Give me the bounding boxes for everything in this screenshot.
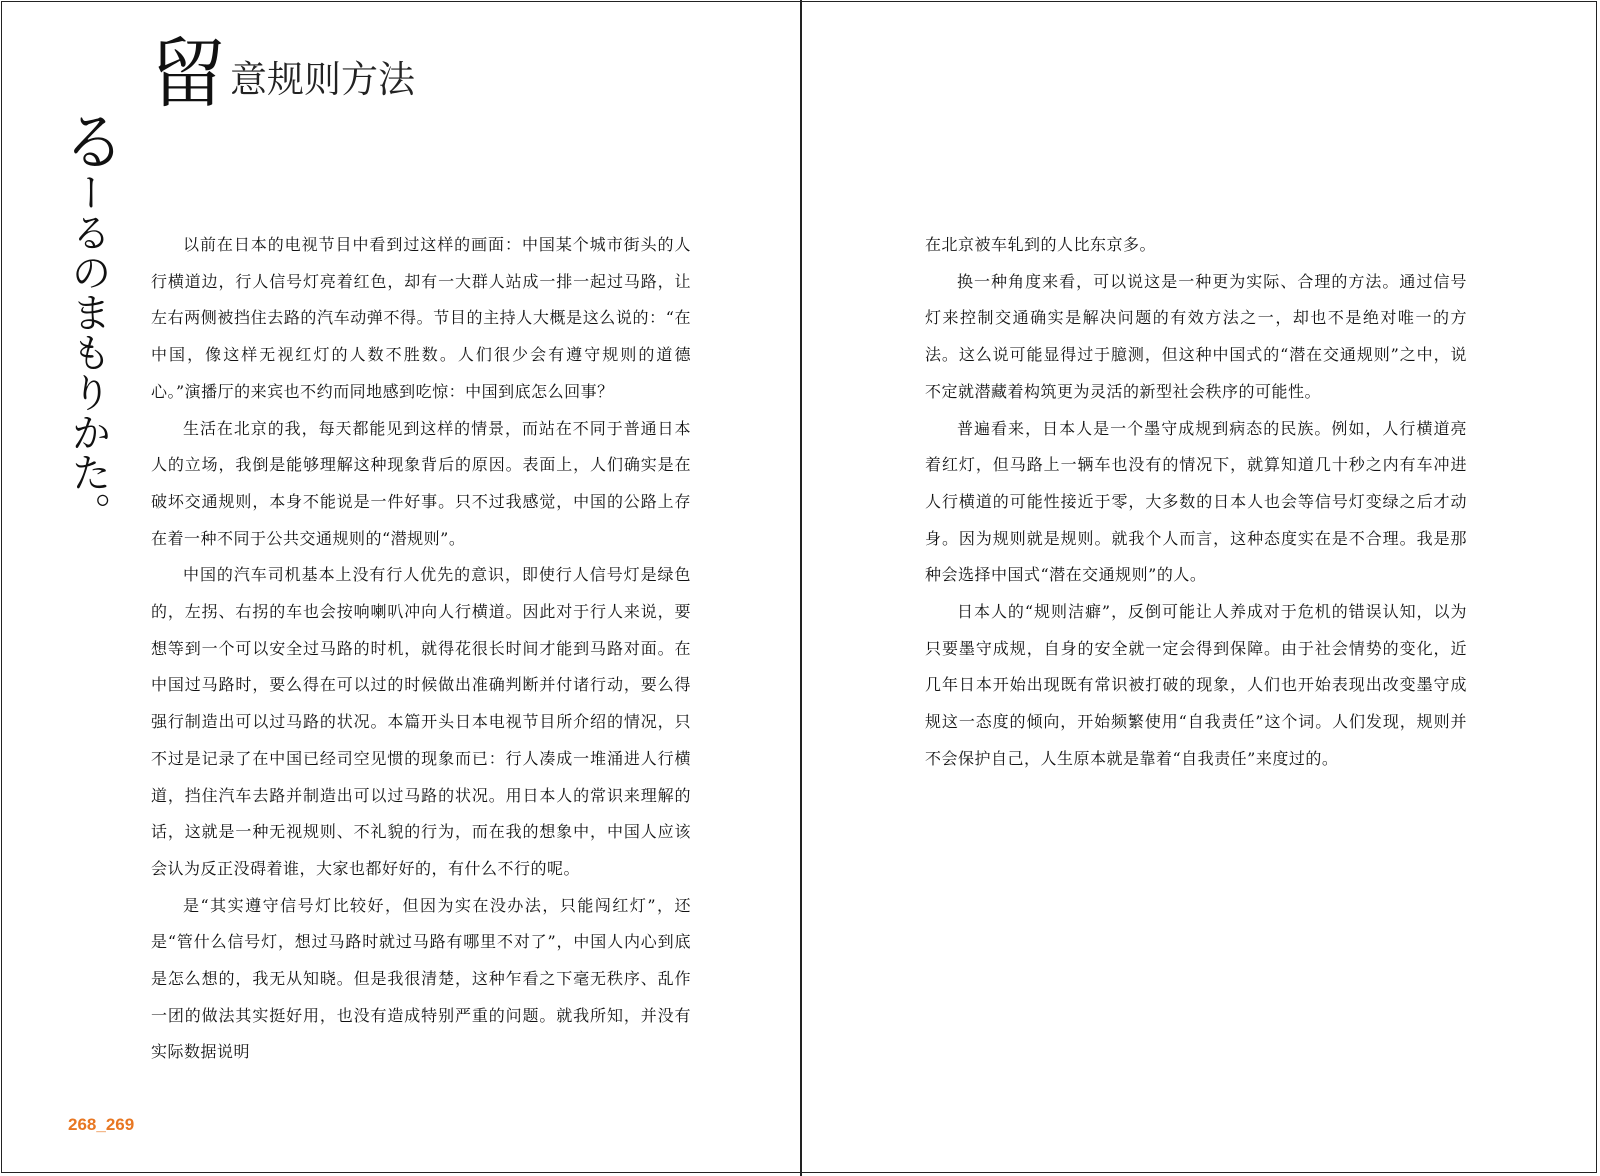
body-paragraph: 是“其实遵守信号灯比较好，但因为实在没办法，只能闯红灯”，还是“管什么信号灯，想过马路时就过马路有哪里不对了”，中国人内心到底是怎么想的，我无从知晓。但是我很清楚，这种乍看之下毫无秩序、乱作一团的做法其实挺好用，也没有造成特别严重的问题。就我所知，并没有实际数据说明 <box>151 895 691 1062</box>
vertical-japanese-title <box>51 108 125 532</box>
body-paragraph: 生活在北京的我，每天都能见到这样的情景，而站在不同于普通日本人的立场，我倒是能够理解这种现象背后的原因。表面上，人们确实是在破坏交通规则，本身不能说是一件好事。只不过我感觉，中国的公路上存在着一种不同于公共交通规则的“潜规则”。 <box>151 418 691 548</box>
spine-divider <box>800 0 802 1176</box>
title-initial: 留 <box>150 29 226 118</box>
vertical-title-text: ーるのまもりかた。 <box>65 172 111 532</box>
page-numbers: 268_269 <box>68 1115 135 1134</box>
title-text: 意规则方法 <box>230 58 415 101</box>
right-page-body <box>925 227 1467 778</box>
vertical-title-initial: る <box>51 108 125 172</box>
body-paragraph: 普遍看来，日本人是一个墨守成规到病态的民族。例如，人行横道亮着红灯，但马路上一辆车也没有的情况下，就算知道几十秒之内有车冲进人行横道的可能性接近于零，大多数的日本人也会等信号灯变绿之后才动身。因为规则就是规则。就我个人而言，这种态度实在是不合理。我是那种会选择中国式“潜在交通规则”的人。 <box>925 418 1467 585</box>
body-paragraph: 以前在日本的电视节目中看到过这样的画面：中国某个城市街头的人行横道边，行人信号灯亮着红色，却有一大群人站成一排一起过马路，让左右两侧被挡住去路的汽车动弹不得。节目的主持人大概是这么说的：“在中国，像这样无视红灯的人数不胜数。人们很少会有遵守规则的道德心。”演播厅的来宾也不约而同地感到吃惊：中国到底怎么回事？ <box>151 235 691 401</box>
body-paragraph-continued: 在北京被车轧到的人比东京多。 <box>925 235 1157 254</box>
body-paragraph: 日本人的“规则洁癖”，反倒可能让人养成对于危机的错误认知，以为只要墨守成规，自身的安全就一定会得到保障。由于社会情势的变化，近几年日本开始出现既有常识被打破的现象，人们也开始表现出改变墨守成规这一态度的倾向，开始频繁使用“自我责任”这个词。人们发现，规则并不会保护自己，人生原本就是靠着“自我责任”来度过的。 <box>925 602 1467 768</box>
body-paragraph: 换一种角度来看，可以说这是一种更为实际、合理的方法。通过信号灯来控制交通确实是解决问题的有效方法之一，却也不是绝对唯一的方法。这么说可能显得过于臆测，但这种中国式的“潜在交通规则”之中，说不定就潜藏着构筑更为灵活的新型社会秩序的可能性。 <box>925 271 1467 401</box>
left-page-body <box>151 227 691 1071</box>
chapter-title <box>150 29 415 118</box>
body-paragraph: 中国的汽车司机基本上没有行人优先的意识，即使行人信号灯是绿色的，左拐、右拐的车也会按响喇叭冲向人行横道。因此对于行人来说，要想等到一个可以安全过马路的时机，就得花很长时间才能到马路对面。在中国过马路时，要么得在可以过的时候做出准确判断并付诸行动，要么得强行制造出可以过马路的状况。本篇开头日本电视节目所介绍的情况，只不过是记录了在中国已经司空见惯的现象而已：行人凑成一堆涌进人行横道，挡住汽车去路并制造出可以过马路的状况。用日本人的常识来理解的话，这就是一种无视规则、不礼貌的行为，而在我的想象中，中国人应该会认为反正没碍着谁，大家也都好好的，有什么不行的呢。 <box>151 565 691 878</box>
